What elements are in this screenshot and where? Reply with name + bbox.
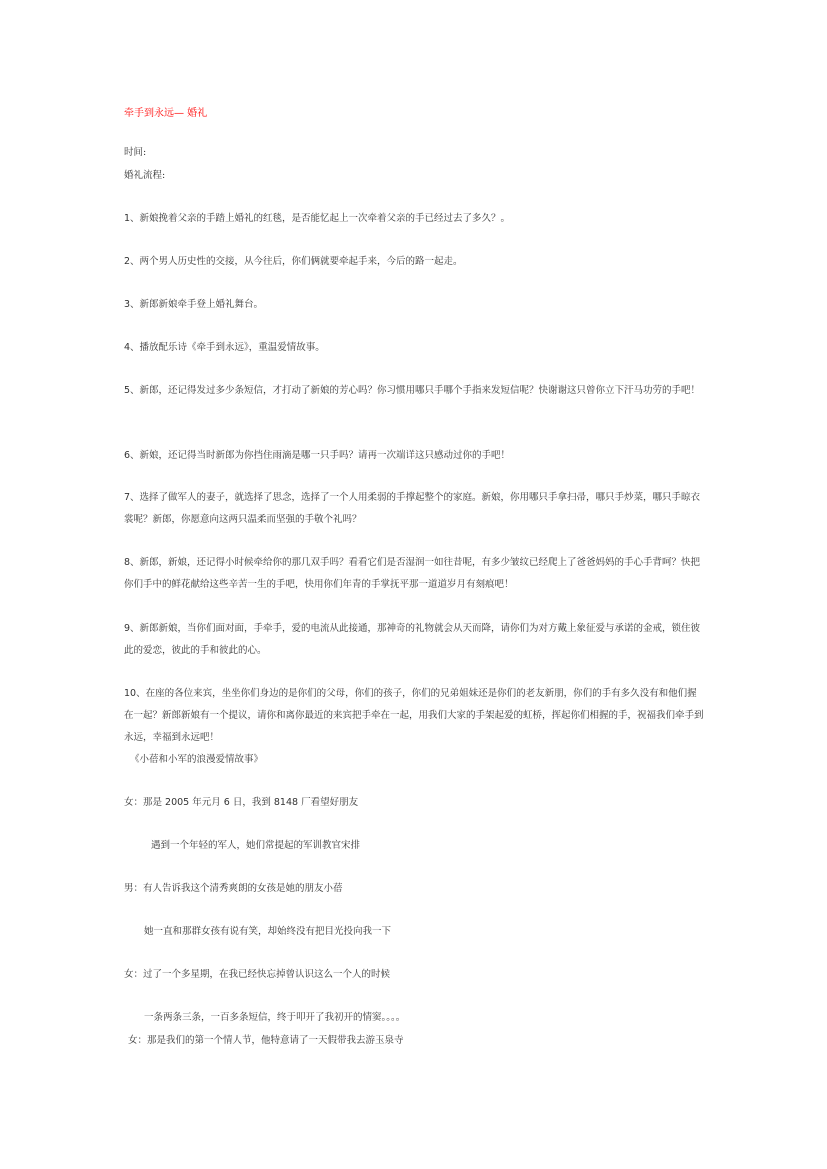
story-line-2: 遇到一个年轻的军人，她们常提起的军训教官宋排 [151, 840, 361, 851]
step-number: 3 [124, 299, 131, 310]
time-label: 时间: [124, 147, 147, 158]
story-year: 2005 [165, 797, 190, 808]
story-line-4: 她一直和那群女孩有说有笑，却始终没有把目光投向我一下 [144, 926, 392, 937]
story-text: 女：那是 [124, 797, 166, 808]
step-number: 7 [124, 492, 131, 503]
step-text: 、选择了做军人的妻子，就选择了思念，选择了一个人用柔弱的手撑起整个的家庭。新娘，你用哪只手拿扫帚，哪只手炒菜，哪只手晾衣裳呢？新郎，你愿意向这两只温柔而坚强的手敬个礼吗？ [124, 492, 701, 525]
doc-title: 牵手到永远— 婚礼 [124, 108, 208, 119]
step-text: 、两个男人历史性的交接，从今往后，你们俩就要牵起手来，今后的路一起走。 [130, 256, 463, 267]
step-number: 8 [124, 557, 131, 568]
story-line-7: 女：那是我们的第一个情人节，他特意请了一天假带我去游玉泉寺 [128, 1035, 404, 1046]
step-2 [124, 255, 463, 268]
step-number: 4 [124, 342, 131, 353]
step-9 [124, 618, 706, 662]
step-1 [124, 212, 510, 225]
story-text: 年元月 [189, 797, 224, 808]
story-day: 6 [223, 797, 230, 808]
step-number: 9 [124, 623, 131, 634]
step-number: 5 [124, 385, 131, 396]
step-text: 、新郎，新娘，还记得小时候牵给你的那几双手吗？看看它们是否湿润一如往昔呢，有多少皱纹已经爬上了爸爸妈妈的手心手背呵？快把你们手中的鲜花献给这些辛苦一生的手吧，快用你们年青的手掌抚平那一道道岁月有刻痕吧！ [124, 557, 701, 590]
step-text: 、在座的各位来宾，坐坐你们身边的是你们的父母，你们的孩子，你们的兄弟姐妹还是你们的老友新朋，你们的手有多久没有和他们握在一起？新郎新娘有一个提议，请你和离你最近的来宾把手牵在一起，用我们大家的手架起爱的虹桥，挥起你们相握的手，祝福我们牵手到永远，幸福到永远吧！ [124, 688, 704, 743]
step-number: 2 [124, 256, 131, 267]
step-6 [124, 449, 510, 462]
story-text: 日，我到 [229, 797, 274, 808]
step-text: 、新娘，还记得当时新郎为你挡住雨滴是哪一只手吗？请再一次端详这只感动过你的手吧！ [130, 450, 511, 461]
step-3 [124, 298, 263, 311]
flow-label: 婚礼流程: [124, 170, 166, 181]
step-number: 10 [124, 688, 137, 699]
story-title: 《小蓓和小军的浪漫爱情故事》 [130, 754, 264, 765]
step-10 [124, 683, 706, 749]
step-text: 、新郎新娘，当你们面对面，手牵手，爱的电流从此接通，那神奇的礼物就会从天而降，请你们为对方戴上象征爱与承诺的金戒，锁住彼此的爱恋，彼此的手和彼此的心。 [124, 623, 701, 656]
step-5 [124, 384, 700, 397]
story-line-6: 一条两条三条，一百多条短信，终于叩开了我初开的情窦。。。。 [144, 1012, 406, 1023]
step-4 [124, 341, 325, 354]
step-number: 6 [124, 450, 131, 461]
step-text: 、播放配乐诗《牵手到永远》，重温爱情故事。 [130, 342, 325, 353]
step-text: 、新娘挽着父亲的手踏上婚礼的红毯，是否能忆起上一次牵着父亲的手已经过去了多久？。 [130, 213, 511, 224]
story-line-1 [124, 796, 358, 809]
step-text: 、新郎新娘牵手登上婚礼舞台。 [130, 299, 264, 310]
step-text: 、新郎，还记得发过多少条短信，才打动了新娘的芳心吗？你习惯用哪只手哪个手指来发短信呢？快谢谢这只曾你立下汗马功劳的手吧！ [130, 385, 701, 396]
step-8 [124, 552, 706, 596]
step-number: 1 [124, 213, 131, 224]
story-line-3: 男：有人告诉我这个清秀爽朗的女孩是她的朋友小蓓 [124, 883, 343, 894]
story-factory-number: 8148 [273, 797, 299, 808]
step-7 [124, 487, 706, 531]
story-text: 厂看望好朋友 [298, 797, 359, 808]
story-line-5: 女：过了一个多星期，在我已经快忘掉曾认识这么一个人的时候 [124, 969, 391, 980]
